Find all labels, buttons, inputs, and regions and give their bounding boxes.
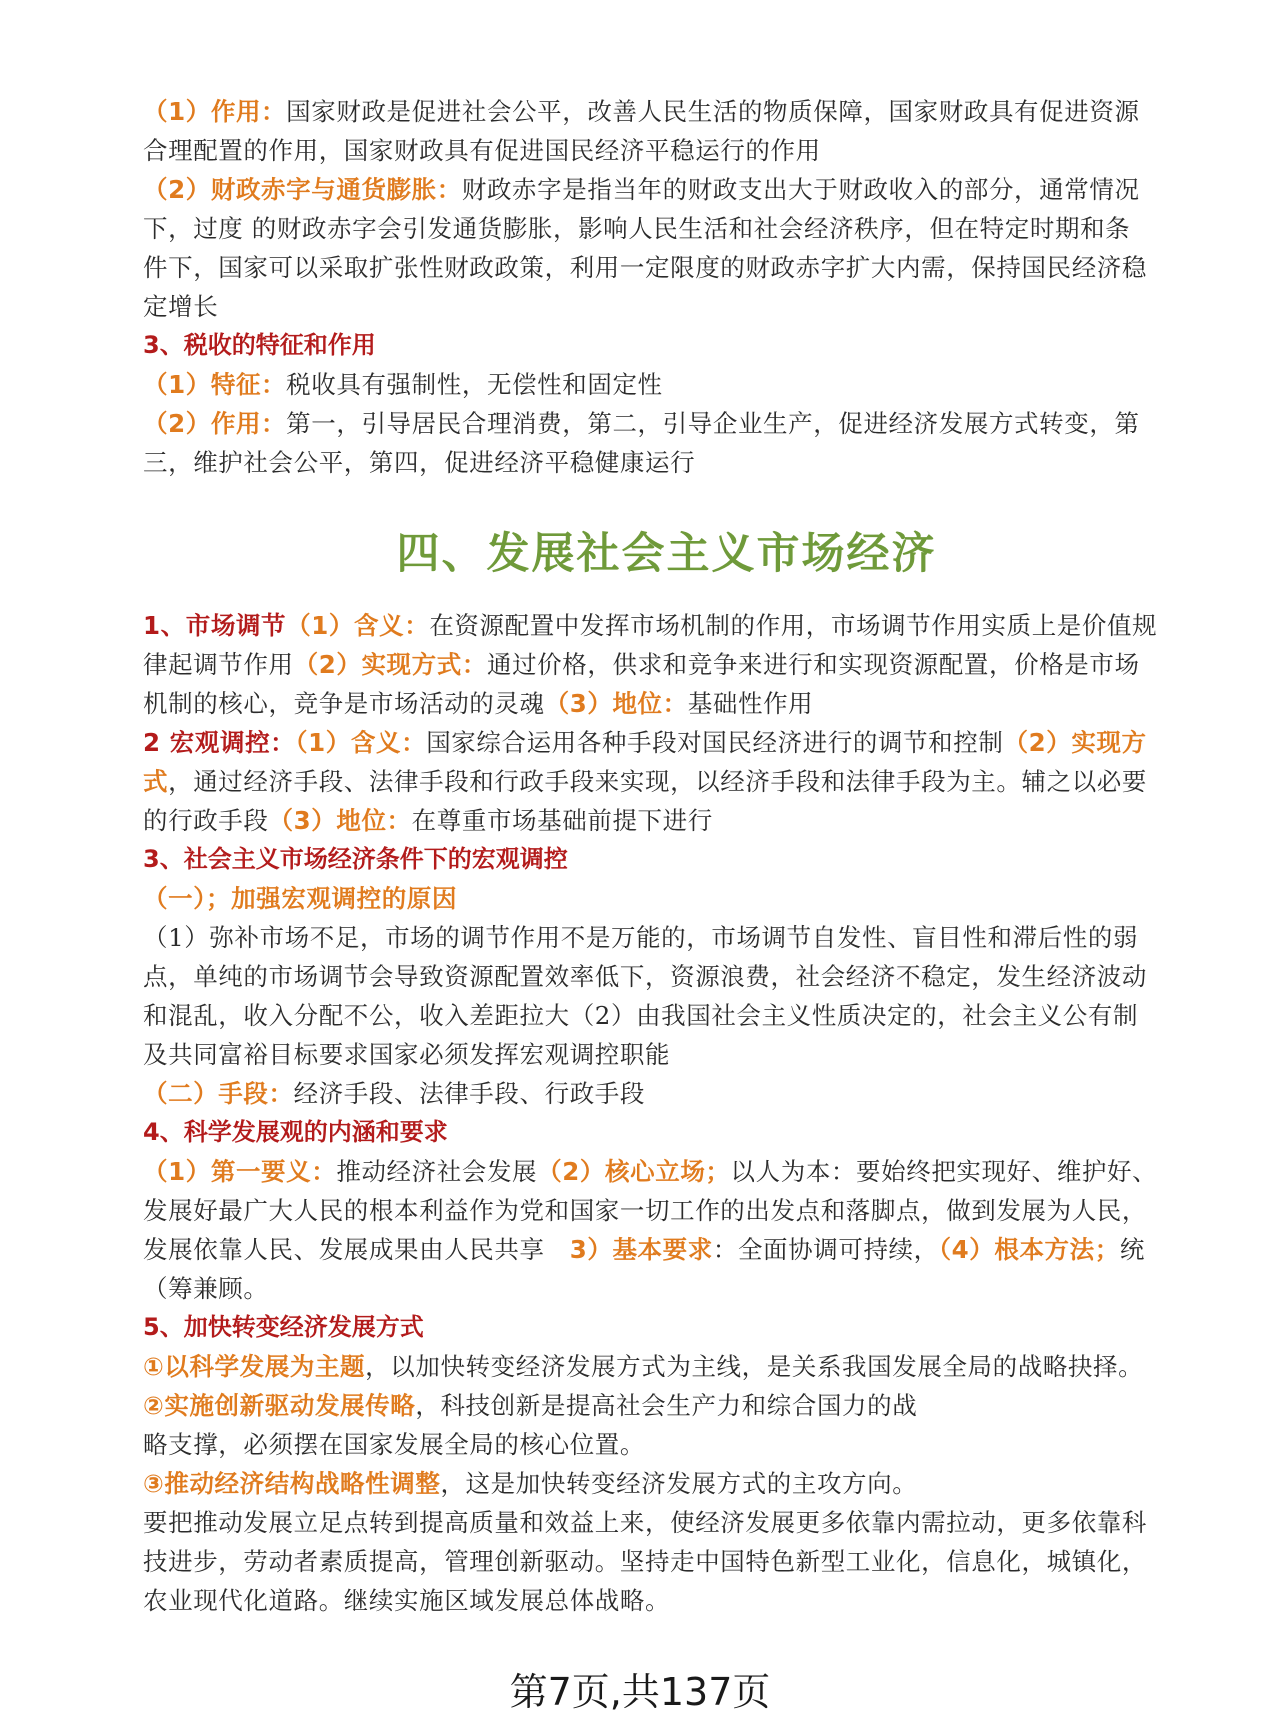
text: 税收具有强制性，无偿性和固定性: [286, 370, 663, 399]
text: 第一，引导居民合理消费，第二，引导企业生产，促进经济发展方式转变，第: [286, 409, 1140, 438]
paragraph-market-regulation: [143, 606, 1190, 645]
text: ，通过经济手段、法律手段和行政手段来实现，以经济手段和法律手段为主。辅之以必要: [168, 767, 1148, 796]
text: 通过价格，供求和竞争来进行和实现资源配置，价格是市场: [486, 650, 1140, 679]
paragraph-line: 下，过度 的财政赤字会引发通货膨胀，影响人民生活和社会经济秩序，但在特定时期和条: [143, 214, 1131, 243]
heading-scientific-outlook: 4、科学发展观的内涵和要求: [143, 1118, 448, 1146]
list-item: [143, 1464, 1190, 1503]
paragraph-line: 定增长: [143, 292, 219, 321]
paragraph-line: [143, 684, 1190, 723]
label: （二）手段：: [143, 1079, 294, 1108]
paragraph-deficit-inflation: [143, 170, 1190, 209]
text: 国家综合运用各种手段对国民经济进行的调节和控制: [426, 728, 1004, 757]
paragraph-line: （1）弥补市场不足，市场的调节作用不是万能的，市场调节自发性、盲目性和滞后性的弱: [143, 923, 1139, 952]
label: （1）特征：: [143, 370, 287, 399]
heading: 2 宏观调控：: [143, 728, 296, 757]
paragraph-line: （筹兼顾。: [143, 1274, 269, 1303]
paragraph-line: 要把推动发展立足点转到提高质量和效益上来，使经济发展更多依靠内需拉动，更多依靠科: [143, 1508, 1147, 1537]
text: 基础性作用: [687, 689, 814, 718]
label: ③推动经济结构战略性调整: [143, 1469, 441, 1498]
paragraph-line: 农业现代化道路。继续实施区域发展总体战略。: [143, 1586, 671, 1615]
label: （2）实现方: [1003, 728, 1147, 757]
paragraph-line: 点，单纯的市场调节会导致资源配置效率低下，资源浪费，社会经济不稳定，发生经济波动: [143, 962, 1147, 991]
paragraph-line: [143, 801, 1190, 840]
document-page: [143, 92, 1190, 1620]
paragraph-tax-role: [143, 404, 1190, 443]
heading-tax: 3、税收的特征和作用: [143, 331, 376, 359]
paragraph-finance-role: [143, 92, 1190, 131]
paragraph-means: [143, 1074, 1190, 1113]
text: 在资源配置中发挥市场机制的作用，市场调节作用实质上是价值规: [429, 611, 1158, 640]
text: 发展依靠人民、发展成果由人民共享: [143, 1235, 570, 1264]
paragraph-line: 略支撑，必须摆在国家发展全局的核心位置。: [143, 1430, 645, 1459]
paragraph-line: 技进步，劳动者素质提高，管理创新驱动。坚持走中国特色新型工业化，信息化，城镇化，: [143, 1547, 1147, 1576]
paragraph-line: 合理配置的作用，国家财政具有促进国民经济平稳运行的作用: [143, 136, 821, 165]
text: 统: [1119, 1235, 1145, 1264]
subheading-reasons: （一）；加强宏观调控的原因: [143, 884, 458, 913]
text: 经济手段、法律手段、行政手段: [293, 1079, 646, 1108]
text: 的行政手段: [143, 806, 269, 835]
heading-transform: 5、加快转变经济发展方式: [143, 1313, 424, 1341]
text: ，这是加快转变经济发展方式的主攻方向。: [440, 1469, 918, 1498]
paragraph-line: 及共同富裕目标要求国家必须发挥宏观调控职能: [143, 1040, 671, 1069]
paragraph-line: [143, 645, 1190, 684]
label: （1）第一要义：: [143, 1157, 337, 1186]
paragraph-macro-control: [143, 723, 1190, 762]
label: ②实施创新驱动发展传略: [143, 1391, 416, 1420]
text: ：全面协调可持续，: [712, 1235, 939, 1264]
page-indicator: 第7页,共137页: [509, 1670, 771, 1714]
list-item: [143, 1347, 1190, 1386]
label: （3）地位：: [544, 689, 688, 718]
text: 机制的核心，竞争是市场活动的灵魂: [143, 689, 545, 718]
heading-socialist-macro: 3、社会主义市场经济条件下的宏观调控: [143, 845, 568, 873]
heading: 1、市场调节: [143, 611, 287, 640]
list-item: [143, 1386, 1190, 1425]
paragraph-line: [143, 1152, 1190, 1191]
paragraph-line: 件下，国家可以采取扩张性财政政策，利用一定限度的财政赤字扩大内需，保持国民经济稳: [143, 253, 1147, 282]
chapter-title: 四、发展社会主义市场经济: [396, 529, 937, 579]
paragraph-line: 和混乱，收入分配不公，收入差距拉大（2）由我国社会主义性质决定的，社会主义公有制: [143, 1001, 1139, 1030]
paragraph-line: 发展好最广大人民的根本利益作为党和国家一切工作的出发点和落脚点，做到发展为人民，: [143, 1196, 1147, 1225]
text: ，科技创新是提高社会生产力和综合国力的战: [415, 1391, 918, 1420]
label: ①以科学发展为主题: [143, 1352, 366, 1381]
label: （2）作用：: [143, 409, 287, 438]
label: （2）核心立场；: [537, 1157, 731, 1186]
label: （1）含义：: [286, 611, 430, 640]
label: （2）财政赤字与通货膨胀：: [143, 175, 462, 204]
label: （3）地位：: [268, 806, 412, 835]
text: 推动经济社会发展: [336, 1157, 538, 1186]
text: 国家财政是促进社会公平，改善人民生活的物质保障，国家财政具有促进资源: [286, 97, 1140, 126]
paragraph-line: [143, 762, 1190, 801]
text: 在尊重市场基础前提下进行: [411, 806, 713, 835]
label: （2）实现方式：: [293, 650, 487, 679]
paragraph-line: 三，维护社会公平，第四，促进经济平稳健康运行: [143, 448, 696, 477]
paragraph-tax-features: [143, 365, 1190, 404]
label: （1）含义：: [295, 728, 427, 757]
text: 律起调节作用: [143, 650, 294, 679]
text: ，以加快转变经济发展方式为主线，是关系我国发展全局的战略抉择。: [365, 1352, 1144, 1381]
label: 3）基本要求: [569, 1235, 713, 1264]
paragraph-line: [143, 1230, 1190, 1269]
text: 财政赤字是指当年的财政支出大于财政收入的部分，通常情况: [461, 175, 1140, 204]
label: （1）作用：: [143, 97, 287, 126]
label: （4）根本方法；: [938, 1235, 1120, 1264]
label: 式: [143, 767, 169, 796]
text: 以人为本：要始终把实现好、维护好、: [730, 1157, 1158, 1186]
